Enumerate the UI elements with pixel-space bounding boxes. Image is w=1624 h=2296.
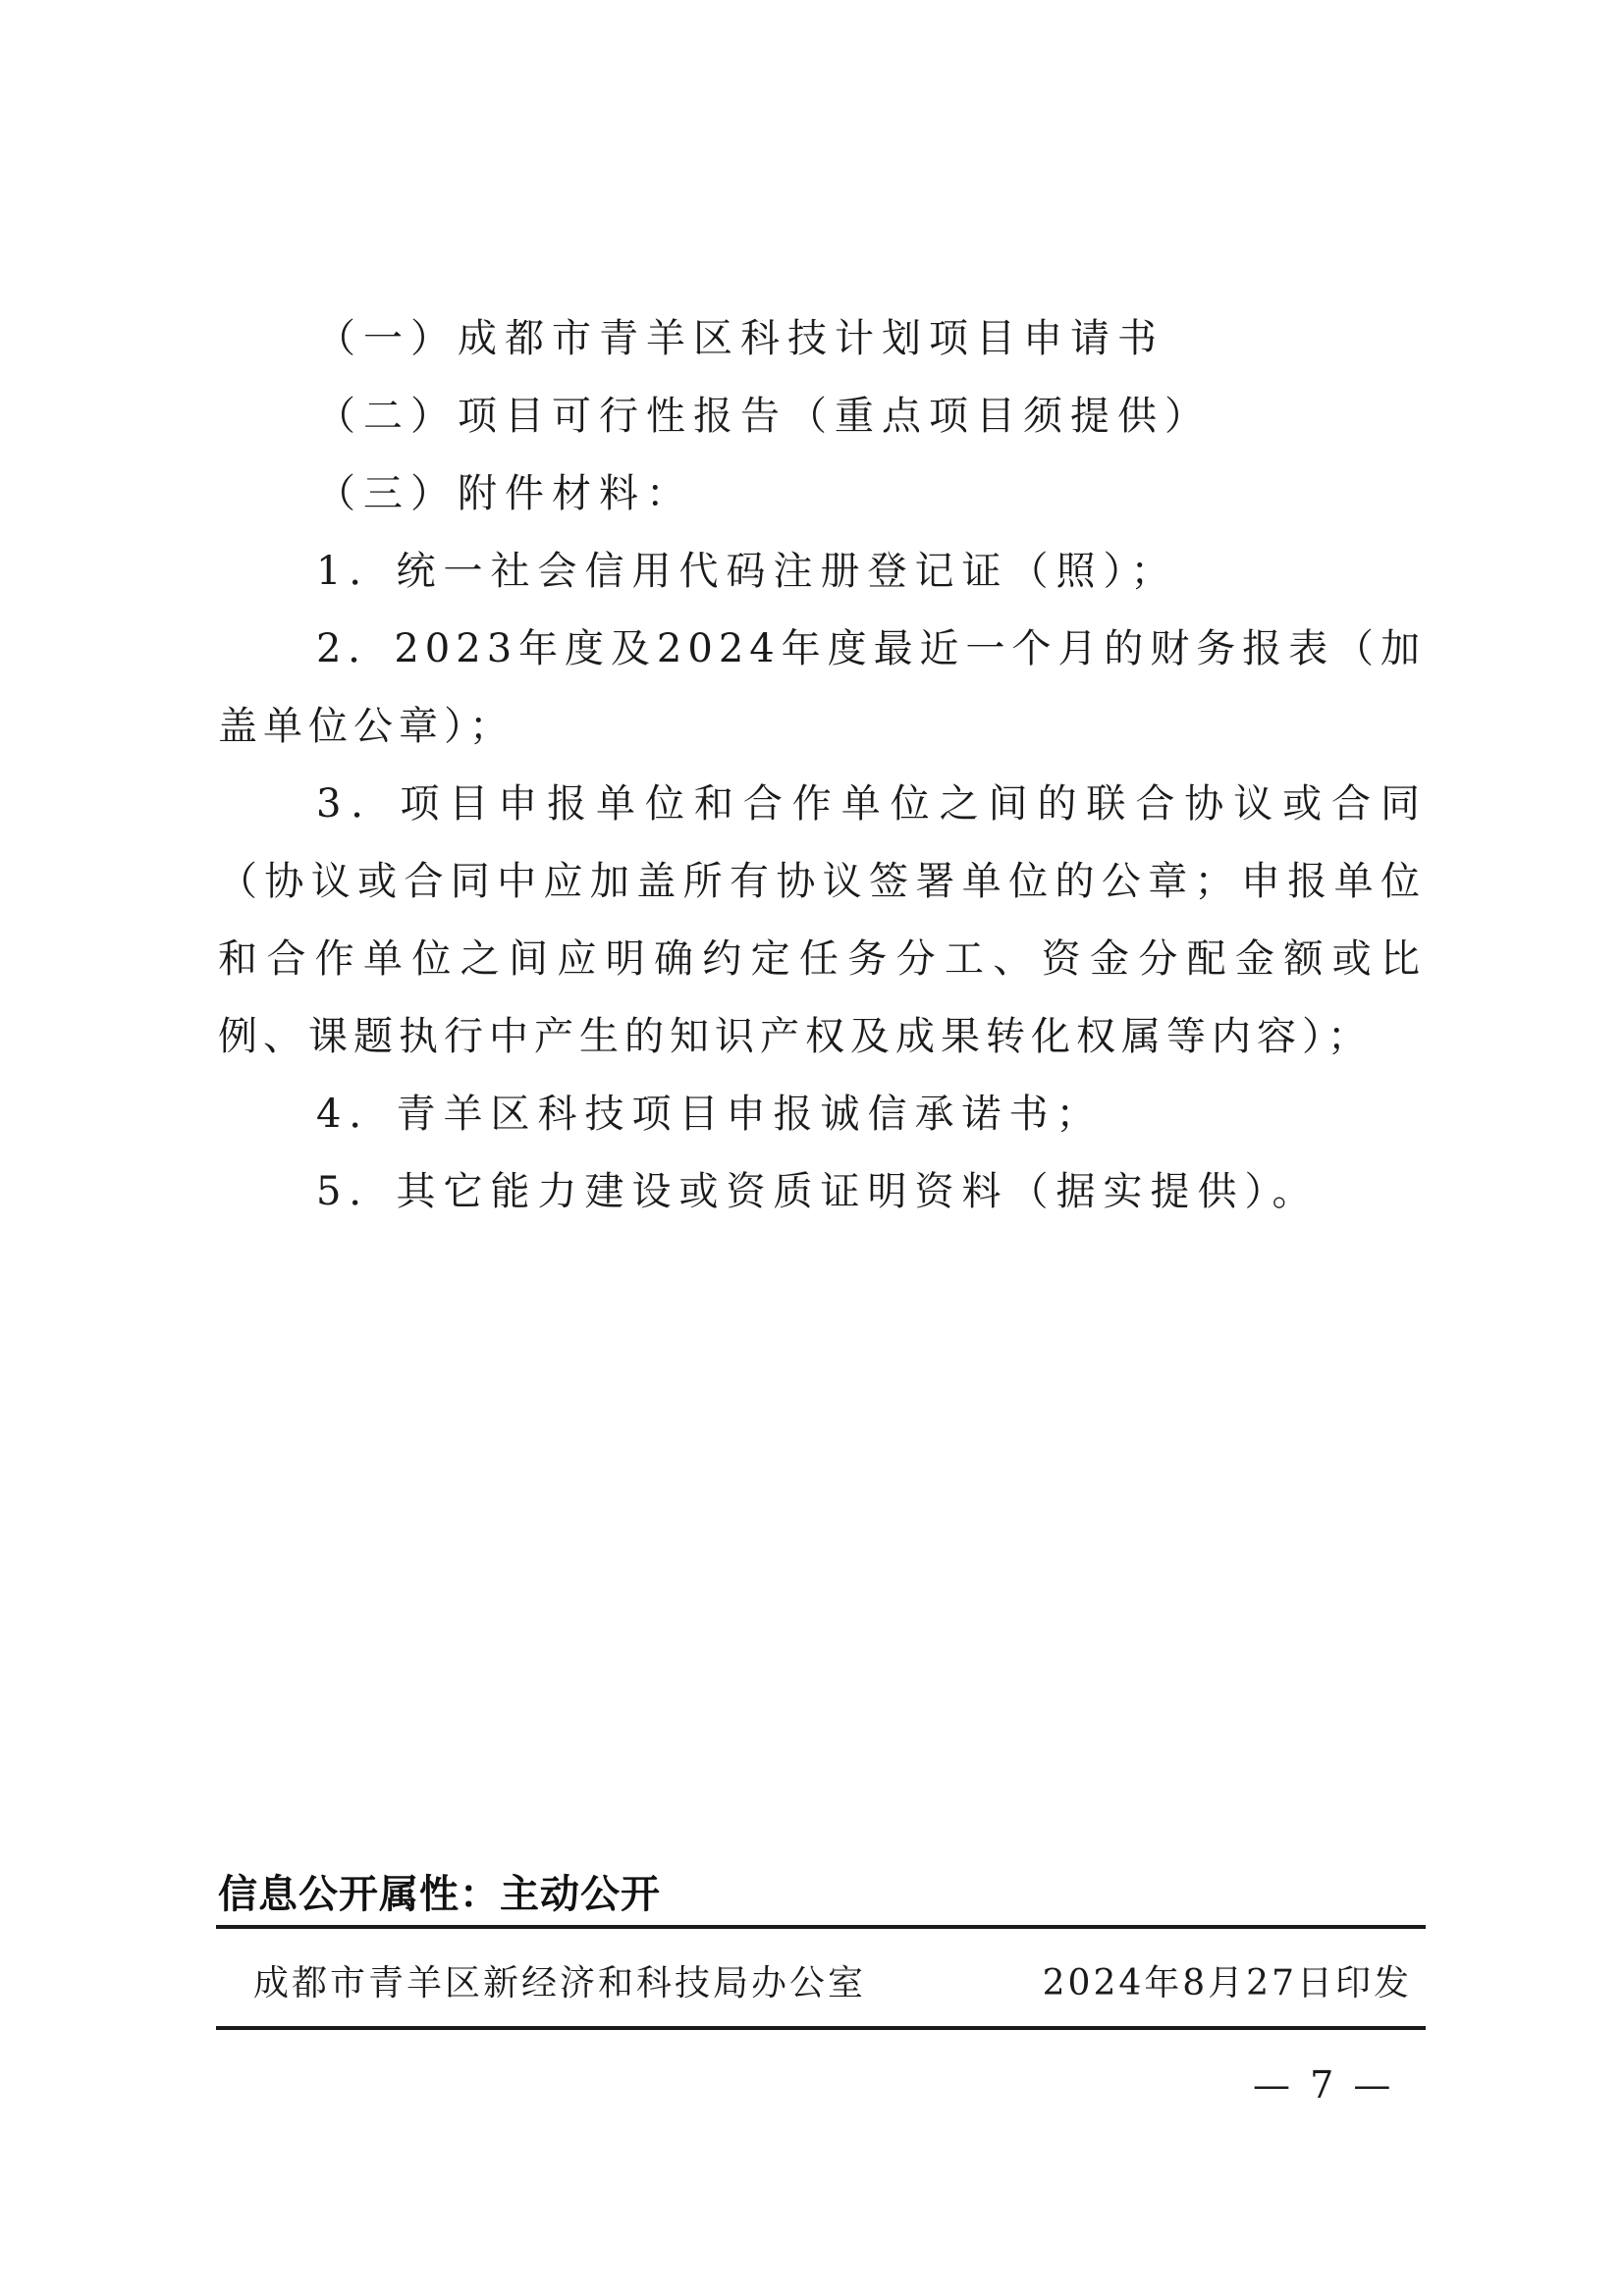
list-item-credit-code: 1．统一社会信用代码注册登记证（照）； [316, 549, 1178, 594]
disclosure-attribute: 信息公开属性：主动公开 [218, 1872, 661, 1917]
paragraph-attachments-heading: （三）附件材料： [316, 471, 693, 516]
list-item-integrity-pledge: 4．青羊区科技项目申报诚信承诺书； [316, 1092, 1104, 1137]
list-item-financial-statements: 2．2023年度及2024年度最近一个月的财务报表（加盖单位公章）； [218, 626, 1426, 749]
list-item-cooperation-agreement: 3．项目申报单位和合作单位之间的联合协议或合同（协议或合同中应加盖所有协议签署单位的公章；申报单位和合作单位之间应明确约定任务分工、资金分配金额或比例、课题执行中产生的知识产权及成果转化权属等内容）； [218, 781, 1426, 1059]
list-item-qualification-proof: 5．其它能力建设或资质证明资料（据实提供）。 [316, 1169, 1320, 1214]
document-body [218, 300, 1426, 1231]
issue-date: 2024年8月27日印发 [1042, 1963, 1412, 2003]
footer-divider-bottom [216, 2026, 1426, 2030]
paragraph-application-form: （一）成都市青羊区科技计划项目申请书 [316, 316, 1164, 361]
paragraph-feasibility-report: （二）项目可行性报告（重点项目须提供） [316, 394, 1212, 439]
footer-divider-top [216, 1925, 1426, 1929]
page-number: — 7 — [1253, 2063, 1395, 2107]
issuing-office: 成都市青羊区新经济和科技局办公室 [253, 1963, 867, 2003]
